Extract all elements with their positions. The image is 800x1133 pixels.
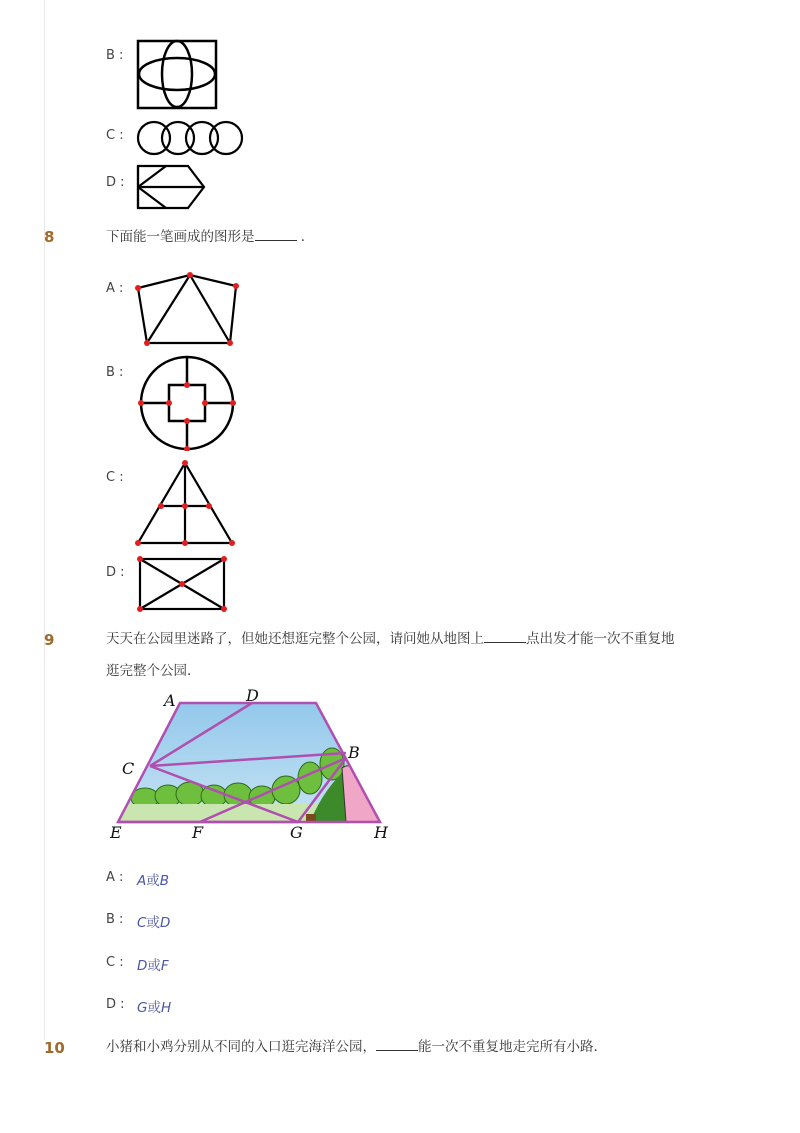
q9-option-b-label[interactable]: B : bbox=[106, 912, 124, 927]
q9-park-map bbox=[110, 686, 400, 844]
q10-text-before: 小猪和小鸡分别从不同的入口逛完海洋公园， bbox=[106, 1039, 376, 1055]
q8-text-before: 下面能一笔画成的图形是 bbox=[106, 229, 255, 245]
q9-map-label-b: B bbox=[348, 743, 360, 762]
q9-map-label-d: D bbox=[246, 686, 259, 705]
q10-text-after: 能一次不重复地走完所有小路． bbox=[418, 1039, 607, 1055]
q8-option-d-label[interactable]: D : bbox=[106, 565, 125, 580]
q9-option-c-answer[interactable]: D或F bbox=[137, 958, 169, 974]
q10-question-text bbox=[106, 1031, 607, 1063]
q8-question-text bbox=[106, 221, 305, 253]
q9-text-before: 天天在公园里迷路了，但她还想逛完整个公园，请问她从地图上 bbox=[106, 631, 484, 647]
q9-map-label-c: C bbox=[122, 759, 135, 778]
q9-text-after: 点出发才能一次不重复地 bbox=[526, 631, 675, 647]
q10-number: 10 bbox=[44, 1039, 65, 1057]
q7-option-c-figure bbox=[136, 119, 244, 157]
q9-map-label-h: H bbox=[374, 823, 388, 842]
q8-option-b-label[interactable]: B : bbox=[106, 365, 124, 380]
q7-option-b-label[interactable]: B : bbox=[106, 48, 124, 63]
q8-answer-blank[interactable] bbox=[255, 226, 297, 241]
q9-option-d-answer[interactable]: G或H bbox=[137, 1000, 172, 1016]
q9-option-a-answer[interactable]: A或B bbox=[137, 873, 170, 889]
left-margin-line bbox=[44, 0, 45, 1040]
q9-map-label-e: E bbox=[110, 823, 122, 842]
q8-text-after: . bbox=[300, 229, 306, 245]
q9-map-label-f: F bbox=[192, 823, 204, 842]
q9-map-label-g: G bbox=[290, 823, 303, 842]
q9-answer-blank[interactable] bbox=[484, 628, 526, 643]
q9-option-c-label[interactable]: C : bbox=[106, 955, 124, 970]
q10-answer-blank[interactable] bbox=[376, 1036, 418, 1051]
q8-option-d-figure bbox=[135, 555, 229, 615]
q8-option-a-label[interactable]: A : bbox=[106, 281, 124, 296]
q8-option-a-figure bbox=[132, 268, 246, 350]
q8-number: 8 bbox=[44, 228, 55, 246]
q7-option-b-figure bbox=[136, 39, 220, 111]
q8-option-c-figure bbox=[134, 458, 238, 550]
q9-option-a-label[interactable]: A : bbox=[106, 870, 124, 885]
q9-question-line1 bbox=[106, 623, 675, 655]
q9-number: 9 bbox=[44, 631, 55, 649]
q9-question-line2: 逛完整个公园． bbox=[106, 663, 201, 679]
q8-option-c-label[interactable]: C : bbox=[106, 470, 124, 485]
q9-option-d-label[interactable]: D : bbox=[106, 997, 125, 1012]
q7-option-c-label[interactable]: C : bbox=[106, 128, 124, 143]
q7-option-d-figure bbox=[136, 164, 208, 212]
q9-option-b-answer[interactable]: C或D bbox=[137, 915, 171, 931]
q9-map-label-a: A bbox=[164, 691, 176, 710]
q7-option-d-label[interactable]: D : bbox=[106, 175, 125, 190]
q8-option-b-figure bbox=[135, 355, 241, 451]
